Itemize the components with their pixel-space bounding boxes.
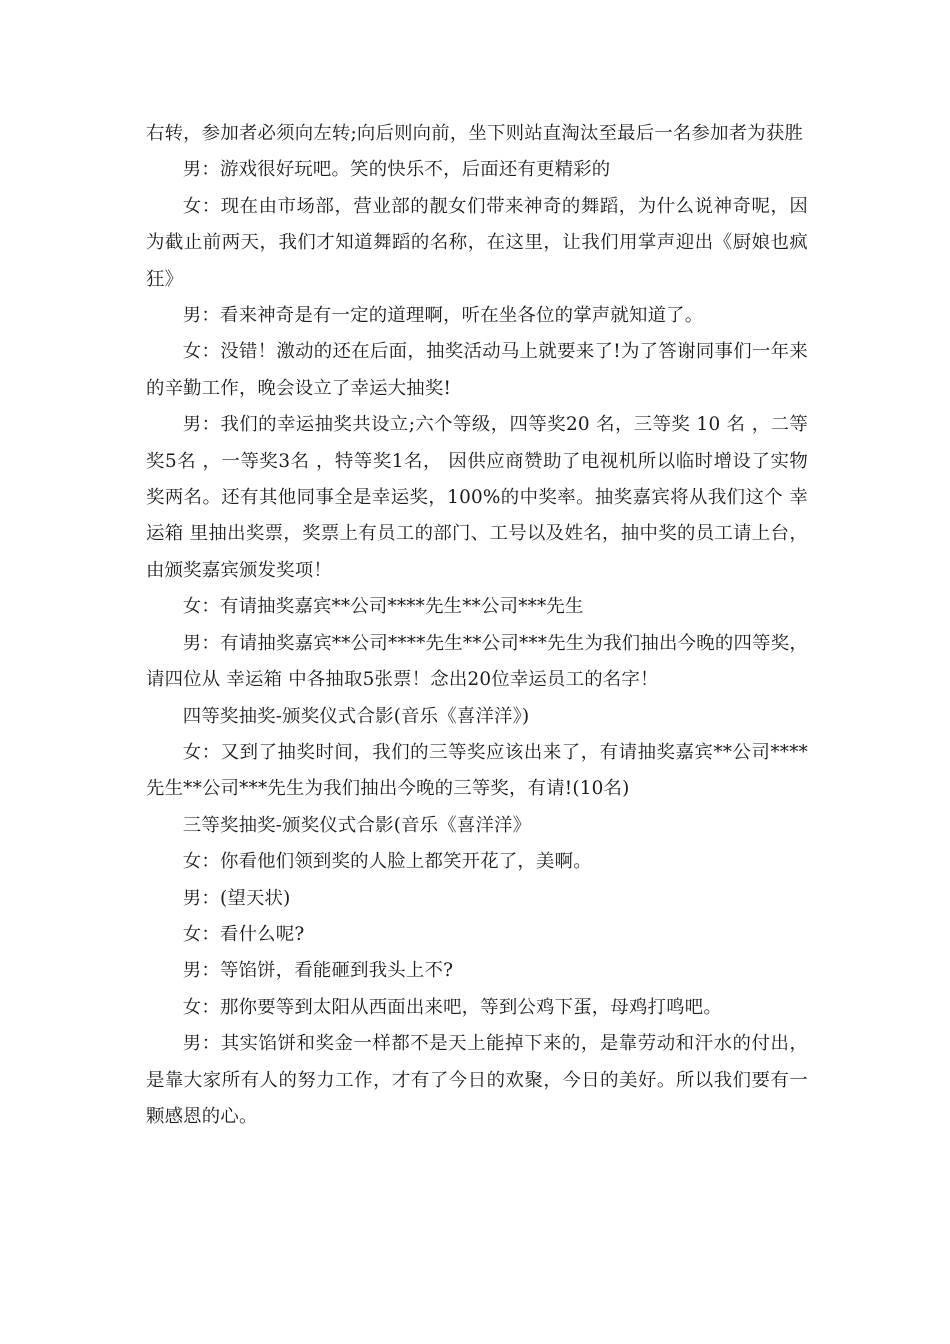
paragraph-5: 女：没错！激动的还在后面，抽奖活动马上就要来了!为了答谢同事们一年来的辛勤工作，晚会设立了幸运大抽奖! [146, 341, 808, 399]
paragraph-9: 四等奖抽奖-颁奖仪式合影(音乐《喜洋洋》) [182, 705, 530, 727]
paragraph-2: 男：游戏很好玩吧。笑的快乐不，后面还有更精彩的 [182, 159, 611, 181]
paragraph-16: 女：那你要等到太阳从西面出来吧，等到公鸡下蛋，母鸡打鸣吧。 [182, 996, 722, 1018]
paragraph-17: 男：其实馅饼和奖金一样都不是天上能掉下来的，是靠劳动和汗水的付出，是靠大家所有人的努力工作，才有了今日的欢聚，今日的美好。所以我们要有一颗感恩的心。 [146, 1033, 808, 1127]
paragraph-1: 右转，参加者必须向左转;向后则向前，坐下则站直淘汰至最后一名参加者为获胜 [146, 123, 804, 144]
paragraph-15: 男：等馅饼，看能砸到我头上不? [182, 960, 454, 982]
paragraph-3: 女：现在由市场部，营业部的靓女们带来神奇的舞蹈，为什么说神奇呢，因为截止前两天，我们才知道舞蹈的名称，在这里，让我们用掌声迎出《厨娘也疯狂》 [146, 195, 808, 290]
paragraph-4: 男：看来神奇是有一定的道理啊，听在坐各位的掌声就知道了。 [182, 305, 704, 327]
paragraph-14: 女：看什么呢? [182, 923, 305, 945]
paragraph-6: 男：我们的幸运抽奖共设立;六个等级，四等奖20 名，三等奖 10 名 ，二等奖5名 ，一等奖3名 ，特等奖1名， 因供应商赞助了电视机所以临时增设了实物奖两名。还有其他同事全是幸运奖，100%的中奖率。抽奖嘉宾将从我们这个 幸运箱 里抽出奖票，奖票上有员工的部门、工号以及姓名，抽中奖的员工请上台，由颁奖嘉宾颁发奖项！ [146, 414, 808, 581]
paragraph-7: 女：有请抽奖嘉宾**公司****先生**公司***先生 [182, 596, 584, 618]
paragraph-8: 男：有请抽奖嘉宾**公司****先生**公司***先生为我们抽出今晚的四等奖，请四位从 幸运箱 中各抽取5张票！念出20位幸运员工的名字！ [146, 632, 808, 691]
paragraph-12: 女：你看他们领到奖的人脸上都笑开花了，美啊。 [182, 851, 592, 873]
document-body [146, 116, 808, 1135]
paragraph-13: 男：(望天状) [182, 887, 291, 909]
paragraph-11: 三等奖抽奖-颁奖仪式合影(音乐《喜洋洋》 [182, 814, 532, 836]
paragraph-10: 女：又到了抽奖时间，我们的三等奖应该出来了，有请抽奖嘉宾**公司****先生**公司***先生为我们抽出今晚的三等奖，有请!(10名) [146, 741, 808, 800]
